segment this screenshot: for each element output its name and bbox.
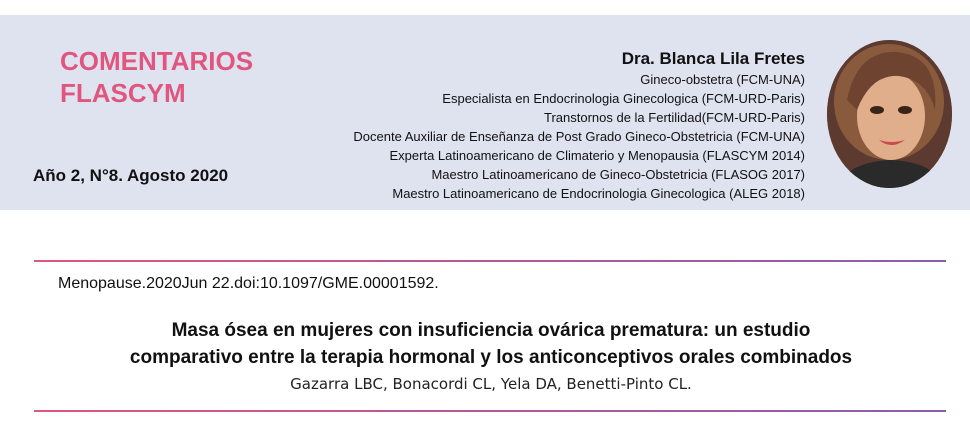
article-title xyxy=(40,317,942,371)
bottom-divider xyxy=(34,410,946,412)
article-authors: Gazarra LBC, Bonacordi CL, Yela DA, Benetti-Pinto CL. xyxy=(290,375,692,393)
credential-item: Gineco-obstetra (FCM-UNA) xyxy=(640,72,805,87)
brand-line-1: COMENTARIOS xyxy=(60,46,254,76)
brand-line-2: FLASCYM xyxy=(60,78,186,108)
credential-item: Experta Latinoamericano de Climaterio y Menopausia (FLASCYM 2014) xyxy=(389,148,805,163)
issue-info: Año 2, N°8. Agosto 2020 xyxy=(33,166,229,185)
credential-item: Maestro Latinoamericano de Endocrinologia Ginecologica (ALEG 2018) xyxy=(392,186,805,201)
author-photo xyxy=(827,40,952,188)
credential-item: Especialista en Endocrinologia Ginecologica (FCM-URD-Paris) xyxy=(442,91,805,106)
article-title-line-1: Masa ósea en mujeres con insuficiencia ovárica prematura: un estudio xyxy=(171,320,811,341)
credential-item: Maestro Latinoamericano de Gineco-Obstetricia (FLASOG 2017) xyxy=(431,167,805,182)
portrait-image xyxy=(827,40,952,188)
credential-item: Docente Auxiliar de Enseñanza de Post Grado Gineco-Obstetricia (FCM-UNA) xyxy=(353,129,805,144)
citation: Menopause.2020Jun 22.doi:10.1097/GME.00001592. xyxy=(58,275,439,292)
top-divider xyxy=(34,260,946,262)
author-name: Dra. Blanca Lila Fretes xyxy=(621,49,805,68)
author-block xyxy=(185,48,805,203)
article-title-line-2: comparativo entre la terapia hormonal y los anticonceptivos orales combinados xyxy=(129,347,853,368)
credential-item: Transtornos de la Fertilidad(FCM-URD-Paris) xyxy=(543,110,805,125)
